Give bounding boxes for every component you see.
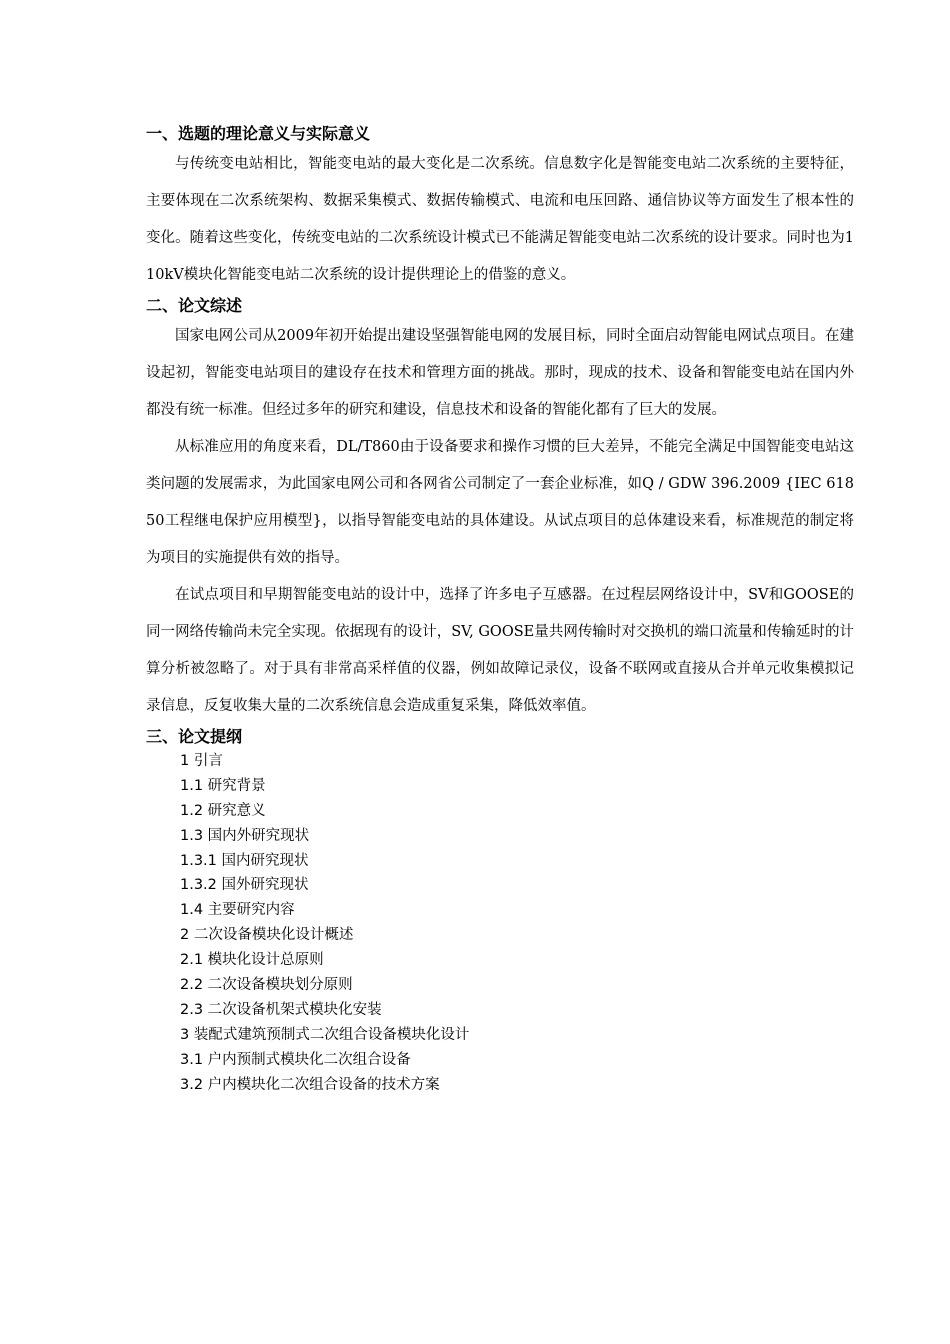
outline-item: 3.2 户内模块化二次组合设备的技术方案 <box>180 1076 440 1093</box>
outline-item: 2.1 模块化设计总原则 <box>180 952 324 969</box>
outline-item: 3.1 户内预制式模块化二次组合设备 <box>180 1051 411 1068</box>
section-3-heading: 三、论文提纲 <box>146 727 243 746</box>
outline-item: 2.2 二次设备模块划分原则 <box>180 977 353 994</box>
outline-item: 1.3.1 国内研究现状 <box>180 852 309 869</box>
thesis-outline <box>146 749 854 1097</box>
outline-item: 2.3 二次设备机架式模块化安装 <box>180 1001 382 1018</box>
outline-item: 1.4 主要研究内容 <box>180 902 295 919</box>
section-1-heading: 一、选题的理论意义与实际意义 <box>146 124 371 143</box>
section-2-paragraph-3: 在试点项目和早期智能变电站的设计中，选择了许多电子互感器。在过程层网络设计中，SV和GOOSE的同一网络传输尚未完全实现。依据现有的设计，SV, GOOSE量共网传输时对交换机的端口流量和传输延时的计算分析被忽略了。对于具有非常高采样值的仪器，例如故障记录仪，设备不联网或直接从合并单元收集模拟记录信息，反复收集大量的二次系统信息会造成重复采集，降低效率值。 <box>146 587 854 714</box>
section-2-paragraph-2: 从标准应用的角度来看，DL/T860由于设备要求和操作习惯的巨大差异，不能完全满足中国智能变电站这类问题的发展需求，为此国家电网公司和各网省公司制定了一套企业标准，如Q / GDW 396.2009 {IEC 61850工程继电保护应用模型}，以指导智能变电站的具体建设。从试点项目的总体建设来看，标准规范的制定将为项目的实施提供有效的指导。 <box>146 439 854 566</box>
outline-item: 1.3.2 国外研究现状 <box>180 877 309 894</box>
outline-item: 1.3 国内外研究现状 <box>180 827 310 844</box>
outline-item: 2 二次设备模块化设计概述 <box>180 927 354 944</box>
document-body <box>146 122 854 1097</box>
section-1-paragraph: 与传统变电站相比，智能变电站的最大变化是二次系统。信息数字化是智能变电站二次系统的主要特征，主要体现在二次系统架构、数据采集模式、数据传输模式、电流和电压回路、通信协议等方面发生了根本性的变化。随着这些变化，传统变电站的二次系统设计模式已不能满足智能变电站二次系统的设计要求。同时也为110kV模块化智能变电站二次系统的设计提供理论上的借鉴的意义。 <box>146 156 854 283</box>
section-2-heading: 二、论文综述 <box>146 296 243 315</box>
outline-item: 1.2 研究意义 <box>180 802 266 819</box>
outline-item: 1 引言 <box>180 753 223 769</box>
section-2-paragraph-1: 国家电网公司从2009年初开始提出建设坚强智能电网的发展目标，同时全面启动智能电网试点项目。在建设起初，智能变电站项目的建设存在技术和管理方面的挑战。那时，现成的技术、设备和智能变电站在国内外都没有统一标准。但经过多年的研究和建设，信息技术和设备的智能化都有了巨大的发展。 <box>146 328 854 418</box>
outline-item: 1.1 研究背景 <box>180 777 266 794</box>
outline-item: 3 装配式建筑预制式二次组合设备模块化设计 <box>180 1026 470 1043</box>
